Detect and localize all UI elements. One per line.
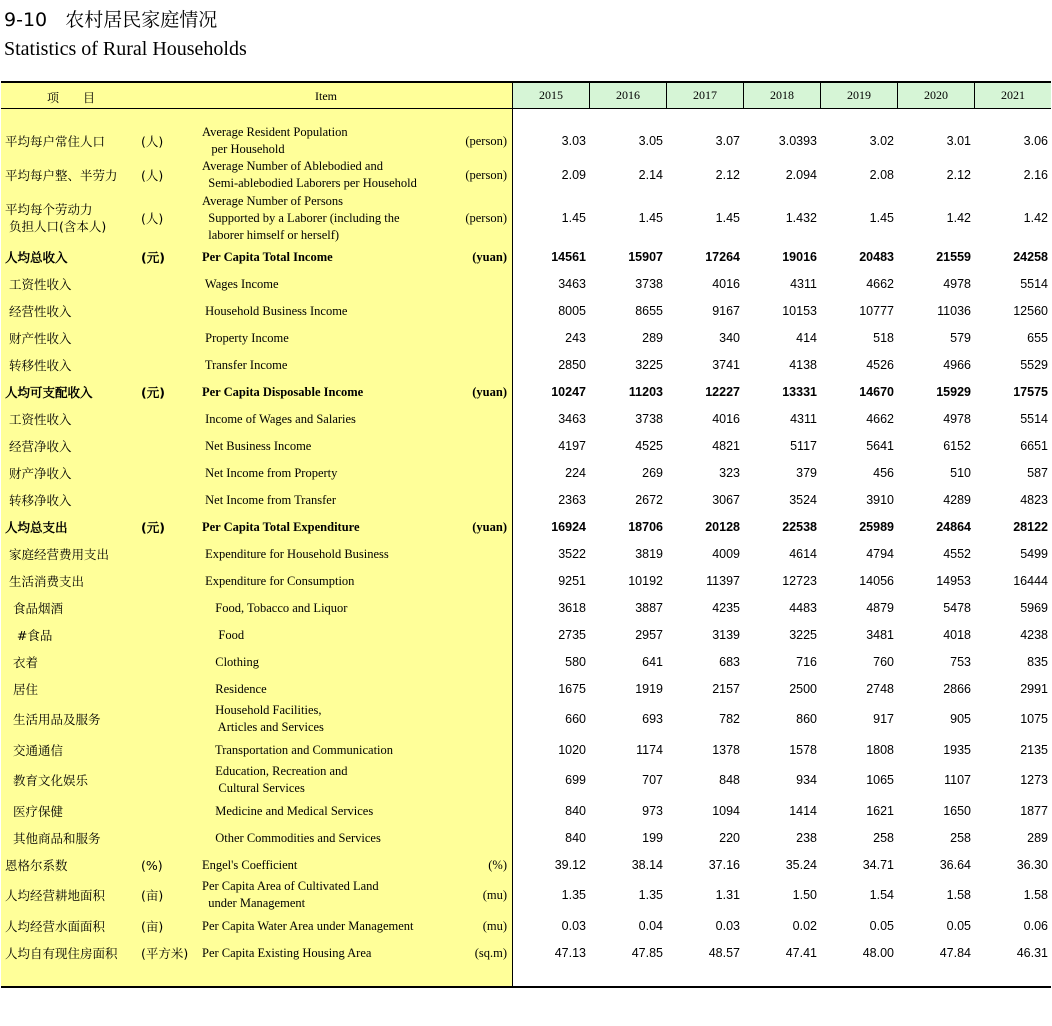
row-value-2016: 3738 xyxy=(635,276,663,291)
row-value-2016: 10192 xyxy=(628,573,663,588)
row-value-2018: 934 xyxy=(796,772,817,787)
row-value-2019: 20483 xyxy=(859,249,894,264)
row-value-2015: 1020 xyxy=(558,742,586,757)
row-value-2021: 289 xyxy=(1027,830,1048,845)
row-value-2020: 4978 xyxy=(943,411,971,426)
row-label-cn: 医疗保健 xyxy=(5,803,63,819)
row-value-2018: 4311 xyxy=(790,411,817,426)
row-value-2015: 47.13 xyxy=(554,945,586,960)
row-value-2016: 2672 xyxy=(635,492,663,507)
row-value-2016: 289 xyxy=(642,330,663,345)
row-value-2017: 3741 xyxy=(712,357,740,372)
row-value-2015: 2735 xyxy=(558,627,586,642)
row-value-2018: 4311 xyxy=(790,276,817,291)
header-year-6: 2021 xyxy=(974,83,1051,108)
row-value-2018: 10153 xyxy=(782,303,817,318)
row-value-2019: 2.08 xyxy=(869,167,894,182)
row-value-2021: 2.16 xyxy=(1023,167,1048,182)
row-value-2021: 24258 xyxy=(1013,249,1048,264)
row-unit-cn: (亩) xyxy=(141,918,164,934)
row-unit-cn: (%) xyxy=(141,857,163,873)
row-value-2016: 1919 xyxy=(635,681,663,696)
row-value-2021: 2991 xyxy=(1020,681,1048,696)
row-label-cn: 平均每个劳动力 负担人口(含本人) xyxy=(5,202,107,234)
row-label-cn: 工资性收入 xyxy=(5,411,72,427)
row-value-2016: 3.05 xyxy=(638,133,663,148)
row-label-cn: 人均总收入 xyxy=(5,249,68,265)
row-value-2016: 3819 xyxy=(635,546,663,561)
row-label-en: Net Income from Transfer xyxy=(202,492,336,507)
row-value-2015: 14561 xyxy=(551,249,586,264)
header-year-4: 2019 xyxy=(820,83,897,108)
row-label-en: Education, Recreation and Cultural Services xyxy=(215,764,348,795)
row-value-2020: 14953 xyxy=(936,573,971,588)
row-value-2019: 34.71 xyxy=(862,857,894,872)
row-unit-en: (mu) xyxy=(482,918,507,933)
row-value-2017: 2.12 xyxy=(715,167,740,182)
row-value-2017: 323 xyxy=(719,465,740,480)
row-value-2018: 414 xyxy=(796,330,817,345)
row-value-2019: 1808 xyxy=(866,742,894,757)
row-value-2020: 1650 xyxy=(943,803,971,818)
row-value-2015: 2363 xyxy=(558,492,586,507)
row-value-2015: 840 xyxy=(565,803,586,818)
row-value-2020: 24864 xyxy=(936,519,971,534)
row-value-2017: 0.03 xyxy=(715,918,740,933)
row-value-2021: 1273 xyxy=(1020,772,1048,787)
row-value-2017: 12227 xyxy=(705,384,740,399)
row-value-2018: 3524 xyxy=(789,492,817,507)
row-value-2020: 36.64 xyxy=(939,857,971,872)
row-value-2021: 587 xyxy=(1027,465,1048,480)
row-label-cn: 平均每户整、半劳力 xyxy=(5,167,118,183)
row-value-2018: 860 xyxy=(796,711,817,726)
row-value-2019: 25989 xyxy=(859,519,894,534)
row-label-cn: 财产性收入 xyxy=(5,330,72,346)
row-label-cn: 转移净收入 xyxy=(5,492,72,508)
row-value-2019: 4794 xyxy=(866,546,894,561)
row-value-2020: 905 xyxy=(950,711,971,726)
row-unit-en: (person) xyxy=(465,167,507,182)
row-value-2020: 11036 xyxy=(937,303,971,318)
row-label-cn: 工资性收入 xyxy=(5,276,72,292)
row-value-2019: 3910 xyxy=(866,492,894,507)
row-label-en: Transfer Income xyxy=(202,357,288,372)
row-value-2018: 3225 xyxy=(789,627,817,642)
row-value-2017: 340 xyxy=(719,330,740,345)
row-value-2019: 48.00 xyxy=(862,945,894,960)
row-label-cn: 居住 xyxy=(5,681,38,697)
row-value-2015: 0.03 xyxy=(561,918,586,933)
table-header xyxy=(1,83,1051,109)
row-label-en: Per Capita Total Income xyxy=(202,249,333,264)
row-value-2018: 5117 xyxy=(790,438,817,453)
row-label-cn: 人均可支配收入 xyxy=(5,384,93,400)
row-label-cn: 其他商品和服务 xyxy=(5,830,101,846)
row-value-2015: 699 xyxy=(565,772,586,787)
row-label-en: Per Capita Water Area under Management xyxy=(202,918,414,933)
row-value-2021: 0.06 xyxy=(1023,918,1048,933)
row-label-en: Per Capita Total Expenditure xyxy=(202,519,360,534)
row-label-en: Food xyxy=(209,627,245,642)
row-label-cn: 人均自有现住房面积 xyxy=(5,945,118,961)
row-value-2021: 46.31 xyxy=(1016,945,1048,960)
row-unit-en: (mu) xyxy=(482,887,507,902)
page-title-cn xyxy=(4,5,217,32)
row-value-2016: 8655 xyxy=(635,303,663,318)
row-value-2016: 3225 xyxy=(635,357,663,372)
row-label-en: Transportation and Communication xyxy=(209,742,394,757)
row-label-en: Average Number of Persons Supported by a Laborer (including the laborer himself or herself) xyxy=(202,193,400,242)
row-value-2015: 1.35 xyxy=(561,887,586,902)
row-value-2018: 12723 xyxy=(782,573,817,588)
row-value-2018: 1.50 xyxy=(792,887,817,902)
row-label-cn: 平均每户常住人口 xyxy=(5,133,106,149)
row-label-cn: 生活消费支出 xyxy=(5,573,84,589)
row-value-2021: 28122 xyxy=(1013,519,1048,534)
row-value-2019: 14056 xyxy=(859,573,894,588)
row-label-en: Per Capita Area of Cultivated Land under Management xyxy=(202,879,379,910)
row-label-en: Property Income xyxy=(202,330,289,345)
row-value-2018: 238 xyxy=(796,830,817,845)
row-label-en: Net Income from Property xyxy=(202,465,338,480)
row-value-2017: 1.45 xyxy=(715,210,740,225)
row-value-2021: 1877 xyxy=(1020,803,1048,818)
row-label-cn: 财产净收入 xyxy=(5,465,72,481)
row-label-cn: 经营性收入 xyxy=(5,303,72,319)
row-value-2019: 1621 xyxy=(866,803,894,818)
row-value-2020: 0.05 xyxy=(946,918,971,933)
row-unit-en: (person) xyxy=(465,133,507,148)
row-value-2020: 15929 xyxy=(936,384,971,399)
row-value-2021: 1.42 xyxy=(1023,210,1048,225)
row-value-2015: 2850 xyxy=(558,357,586,372)
row-value-2017: 1378 xyxy=(712,742,740,757)
row-unit-en: (person) xyxy=(465,210,507,225)
row-value-2020: 1935 xyxy=(943,742,971,757)
row-label-cn: 衣着 xyxy=(5,654,38,670)
row-value-2016: 1174 xyxy=(636,742,663,757)
row-label-en: Net Business Income xyxy=(202,438,312,453)
row-value-2019: 14670 xyxy=(859,384,894,399)
row-label-en: Household Facilities, Articles and Services xyxy=(215,703,324,734)
row-value-2021: 5529 xyxy=(1020,357,1048,372)
row-value-2020: 4018 xyxy=(943,627,971,642)
row-unit-en: (yuan) xyxy=(472,249,507,264)
row-value-2018: 1578 xyxy=(789,742,817,757)
row-value-2019: 4879 xyxy=(866,600,894,615)
row-label-cn: 转移性收入 xyxy=(5,357,72,373)
row-unit-en: (sq.m) xyxy=(474,945,507,960)
row-value-2015: 2.09 xyxy=(561,167,586,182)
row-unit-cn: (元) xyxy=(141,384,165,400)
row-value-2017: 4009 xyxy=(712,546,740,561)
row-label-en: Per Capita Existing Housing Area xyxy=(202,945,372,960)
row-value-2019: 10777 xyxy=(859,303,894,318)
row-value-2016: 3738 xyxy=(635,411,663,426)
row-unit-cn: (元) xyxy=(141,249,165,265)
row-value-2017: 3067 xyxy=(712,492,740,507)
row-unit-cn: (人) xyxy=(141,210,164,226)
row-value-2020: 21559 xyxy=(936,249,971,264)
row-value-2016: 47.85 xyxy=(631,945,663,960)
row-label-en: Average Number of Ablebodied and Semi-ablebodied Laborers per Household xyxy=(202,159,417,190)
row-value-2015: 660 xyxy=(565,711,586,726)
row-value-2016: 693 xyxy=(642,711,663,726)
row-value-2020: 3.01 xyxy=(946,133,971,148)
row-value-2018: 2.094 xyxy=(785,167,817,182)
table-title-cn: 农村居民家庭情况 xyxy=(65,9,218,31)
row-unit-en: (yuan) xyxy=(472,519,507,534)
row-label-en: Per Capita Disposable Income xyxy=(202,384,364,399)
row-value-2016: 199 xyxy=(642,830,663,845)
row-value-2021: 17575 xyxy=(1013,384,1048,399)
row-value-2019: 4662 xyxy=(866,276,894,291)
row-value-2016: 1.35 xyxy=(638,887,663,902)
row-value-2018: 379 xyxy=(796,465,817,480)
row-label-cn: #食品 xyxy=(5,627,53,643)
row-value-2017: 1094 xyxy=(712,803,740,818)
row-value-2020: 1.42 xyxy=(946,210,971,225)
row-value-2019: 5641 xyxy=(866,438,894,453)
row-value-2018: 716 xyxy=(796,654,817,669)
row-label-cn: 人均总支出 xyxy=(5,519,68,535)
row-value-2021: 6651 xyxy=(1020,438,1048,453)
row-value-2019: 2748 xyxy=(866,681,894,696)
row-value-2017: 848 xyxy=(719,772,740,787)
row-value-2019: 917 xyxy=(873,711,894,726)
row-value-2017: 4821 xyxy=(712,438,740,453)
row-value-2016: 707 xyxy=(642,772,663,787)
row-value-2016: 973 xyxy=(642,803,663,818)
row-value-2015: 243 xyxy=(565,330,586,345)
row-value-2019: 3481 xyxy=(866,627,894,642)
row-value-2016: 4525 xyxy=(635,438,663,453)
row-label-cn: 恩格尔系数 xyxy=(5,857,68,873)
row-value-2015: 10247 xyxy=(551,384,586,399)
row-value-2019: 760 xyxy=(873,654,894,669)
row-value-2017: 9167 xyxy=(712,303,740,318)
row-value-2017: 3.07 xyxy=(715,133,740,148)
header-year-0: 2015 xyxy=(512,83,589,108)
row-value-2021: 835 xyxy=(1027,654,1048,669)
row-value-2015: 4197 xyxy=(558,438,586,453)
page-title-en: Statistics of Rural Households xyxy=(4,38,247,60)
row-label-cn: 人均经营耕地面积 xyxy=(5,887,106,903)
row-value-2021: 3.06 xyxy=(1023,133,1048,148)
row-value-2015: 8005 xyxy=(558,303,586,318)
row-value-2018: 0.02 xyxy=(792,918,817,933)
row-value-2016: 2.14 xyxy=(638,167,663,182)
row-value-2018: 13331 xyxy=(782,384,817,399)
row-value-2017: 4016 xyxy=(712,276,740,291)
row-value-2020: 5478 xyxy=(943,600,971,615)
row-value-2021: 2135 xyxy=(1020,742,1048,757)
row-value-2019: 1.45 xyxy=(869,210,894,225)
row-label-en: Expenditure for Consumption xyxy=(202,573,355,588)
row-value-2015: 3463 xyxy=(558,411,586,426)
row-label-en: Income of Wages and Salaries xyxy=(202,411,356,426)
row-label-en: Wages Income xyxy=(202,276,279,291)
row-unit-cn: (平方米) xyxy=(141,945,189,961)
row-value-2021: 1075 xyxy=(1020,711,1048,726)
row-value-2015: 3.03 xyxy=(561,133,586,148)
row-value-2017: 11397 xyxy=(706,573,740,588)
row-value-2015: 224 xyxy=(565,465,586,480)
row-value-2016: 18706 xyxy=(628,519,663,534)
row-unit-cn: (人) xyxy=(141,133,164,149)
row-value-2018: 35.24 xyxy=(785,857,817,872)
row-value-2016: 38.14 xyxy=(631,857,663,872)
row-value-2020: 47.84 xyxy=(939,945,971,960)
row-value-2019: 4662 xyxy=(866,411,894,426)
row-value-2020: 258 xyxy=(950,830,971,845)
row-label-cn: 人均经营水面面积 xyxy=(5,918,106,934)
row-value-2015: 3522 xyxy=(558,546,586,561)
row-label-cn: 家庭经营费用支出 xyxy=(5,546,109,562)
header-year-5: 2020 xyxy=(897,83,974,108)
row-value-2016: 1.45 xyxy=(638,210,663,225)
row-value-2017: 48.57 xyxy=(708,945,740,960)
row-label-cn: 教育文化娱乐 xyxy=(5,772,88,788)
row-value-2016: 2957 xyxy=(635,627,663,642)
row-value-2020: 1107 xyxy=(944,772,971,787)
row-value-2018: 2500 xyxy=(789,681,817,696)
row-value-2016: 0.04 xyxy=(638,918,663,933)
row-label-en: Engel's Coefficient xyxy=(202,857,298,872)
row-label-cn: 食品烟酒 xyxy=(5,600,63,616)
row-value-2017: 220 xyxy=(719,830,740,845)
row-unit-en: (yuan) xyxy=(472,384,507,399)
header-item-cn: 项 目 xyxy=(46,91,95,105)
row-value-2020: 2.12 xyxy=(946,167,971,182)
row-value-2019: 456 xyxy=(873,465,894,480)
row-value-2015: 580 xyxy=(565,654,586,669)
row-value-2019: 3.02 xyxy=(869,133,894,148)
row-value-2021: 5514 xyxy=(1020,276,1048,291)
row-value-2017: 20128 xyxy=(705,519,740,534)
row-value-2018: 4614 xyxy=(789,546,817,561)
header-year-1: 2016 xyxy=(589,83,666,108)
header-item-en: Item xyxy=(315,89,337,103)
row-label-en: Medicine and Medical Services xyxy=(209,803,374,818)
row-value-2018: 1.432 xyxy=(785,210,817,225)
row-value-2020: 4552 xyxy=(943,546,971,561)
row-value-2021: 12560 xyxy=(1013,303,1048,318)
row-value-2016: 15907 xyxy=(628,249,663,264)
row-label-en: Household Business Income xyxy=(202,303,348,318)
row-value-2015: 16924 xyxy=(551,519,586,534)
row-value-2020: 753 xyxy=(950,654,971,669)
row-label-en: Expenditure for Household Business xyxy=(202,546,389,561)
row-label-cn: 交通通信 xyxy=(5,742,63,758)
row-value-2019: 0.05 xyxy=(869,918,894,933)
row-label-en: Other Commodities and Services xyxy=(209,830,381,845)
row-value-2021: 655 xyxy=(1027,330,1048,345)
row-value-2018: 47.41 xyxy=(785,945,817,960)
row-value-2021: 16444 xyxy=(1013,573,1048,588)
row-value-2016: 11203 xyxy=(628,384,663,399)
row-label-cn: 经营净收入 xyxy=(5,438,72,454)
row-value-2018: 19016 xyxy=(782,249,817,264)
row-value-2017: 2157 xyxy=(712,681,740,696)
row-value-2019: 1065 xyxy=(866,772,894,787)
row-value-2020: 4978 xyxy=(943,276,971,291)
row-value-2015: 1.45 xyxy=(561,210,586,225)
row-value-2016: 641 xyxy=(642,654,663,669)
row-unit-cn: (亩) xyxy=(141,887,164,903)
row-value-2020: 2866 xyxy=(943,681,971,696)
row-value-2021: 4823 xyxy=(1020,492,1048,507)
row-value-2017: 782 xyxy=(719,711,740,726)
header-year-2: 2017 xyxy=(666,83,743,108)
row-value-2017: 17264 xyxy=(705,249,740,264)
row-value-2017: 4016 xyxy=(712,411,740,426)
row-value-2018: 4138 xyxy=(789,357,817,372)
row-value-2015: 3463 xyxy=(558,276,586,291)
row-value-2015: 3618 xyxy=(558,600,586,615)
row-value-2019: 518 xyxy=(873,330,894,345)
row-unit-cn: (元) xyxy=(141,519,165,535)
row-value-2018: 4483 xyxy=(789,600,817,615)
row-value-2017: 4235 xyxy=(712,600,740,615)
header-year-3: 2018 xyxy=(743,83,820,108)
row-value-2016: 269 xyxy=(642,465,663,480)
table-bottom-rule xyxy=(1,986,1051,988)
row-value-2021: 4238 xyxy=(1020,627,1048,642)
row-value-2018: 3.0393 xyxy=(778,133,817,148)
row-value-2020: 1.58 xyxy=(946,887,971,902)
row-value-2017: 683 xyxy=(719,654,740,669)
row-value-2015: 840 xyxy=(565,830,586,845)
row-value-2017: 3139 xyxy=(712,627,740,642)
row-label-en: Residence xyxy=(209,681,267,696)
row-unit-en: (%) xyxy=(488,857,507,872)
row-value-2020: 4966 xyxy=(943,357,971,372)
row-value-2021: 5969 xyxy=(1020,600,1048,615)
row-value-2019: 1.54 xyxy=(869,887,894,902)
row-value-2020: 4289 xyxy=(943,492,971,507)
row-value-2017: 1.31 xyxy=(715,887,740,902)
row-value-2020: 510 xyxy=(950,465,971,480)
row-value-2021: 1.58 xyxy=(1023,887,1048,902)
table-number: 9-10 xyxy=(4,9,48,31)
row-value-2018: 1414 xyxy=(789,803,817,818)
row-value-2015: 9251 xyxy=(558,573,586,588)
row-label-cn: 生活用品及服务 xyxy=(5,711,101,727)
row-label-en: Average Resident Population per Household xyxy=(202,125,348,156)
row-label-en: Clothing xyxy=(209,654,260,669)
row-value-2017: 37.16 xyxy=(708,857,740,872)
row-label-en: Food, Tobacco and Liquor xyxy=(209,600,348,615)
row-value-2015: 1675 xyxy=(558,681,586,696)
row-value-2015: 39.12 xyxy=(554,857,586,872)
row-value-2019: 4526 xyxy=(866,357,894,372)
row-value-2018: 22538 xyxy=(782,519,817,534)
row-unit-cn: (人) xyxy=(141,167,164,183)
row-value-2019: 258 xyxy=(873,830,894,845)
row-value-2016: 3887 xyxy=(635,600,663,615)
row-value-2020: 6152 xyxy=(943,438,971,453)
row-value-2021: 36.30 xyxy=(1016,857,1048,872)
row-value-2021: 5499 xyxy=(1020,546,1048,561)
row-value-2020: 579 xyxy=(950,330,971,345)
row-value-2021: 5514 xyxy=(1020,411,1048,426)
